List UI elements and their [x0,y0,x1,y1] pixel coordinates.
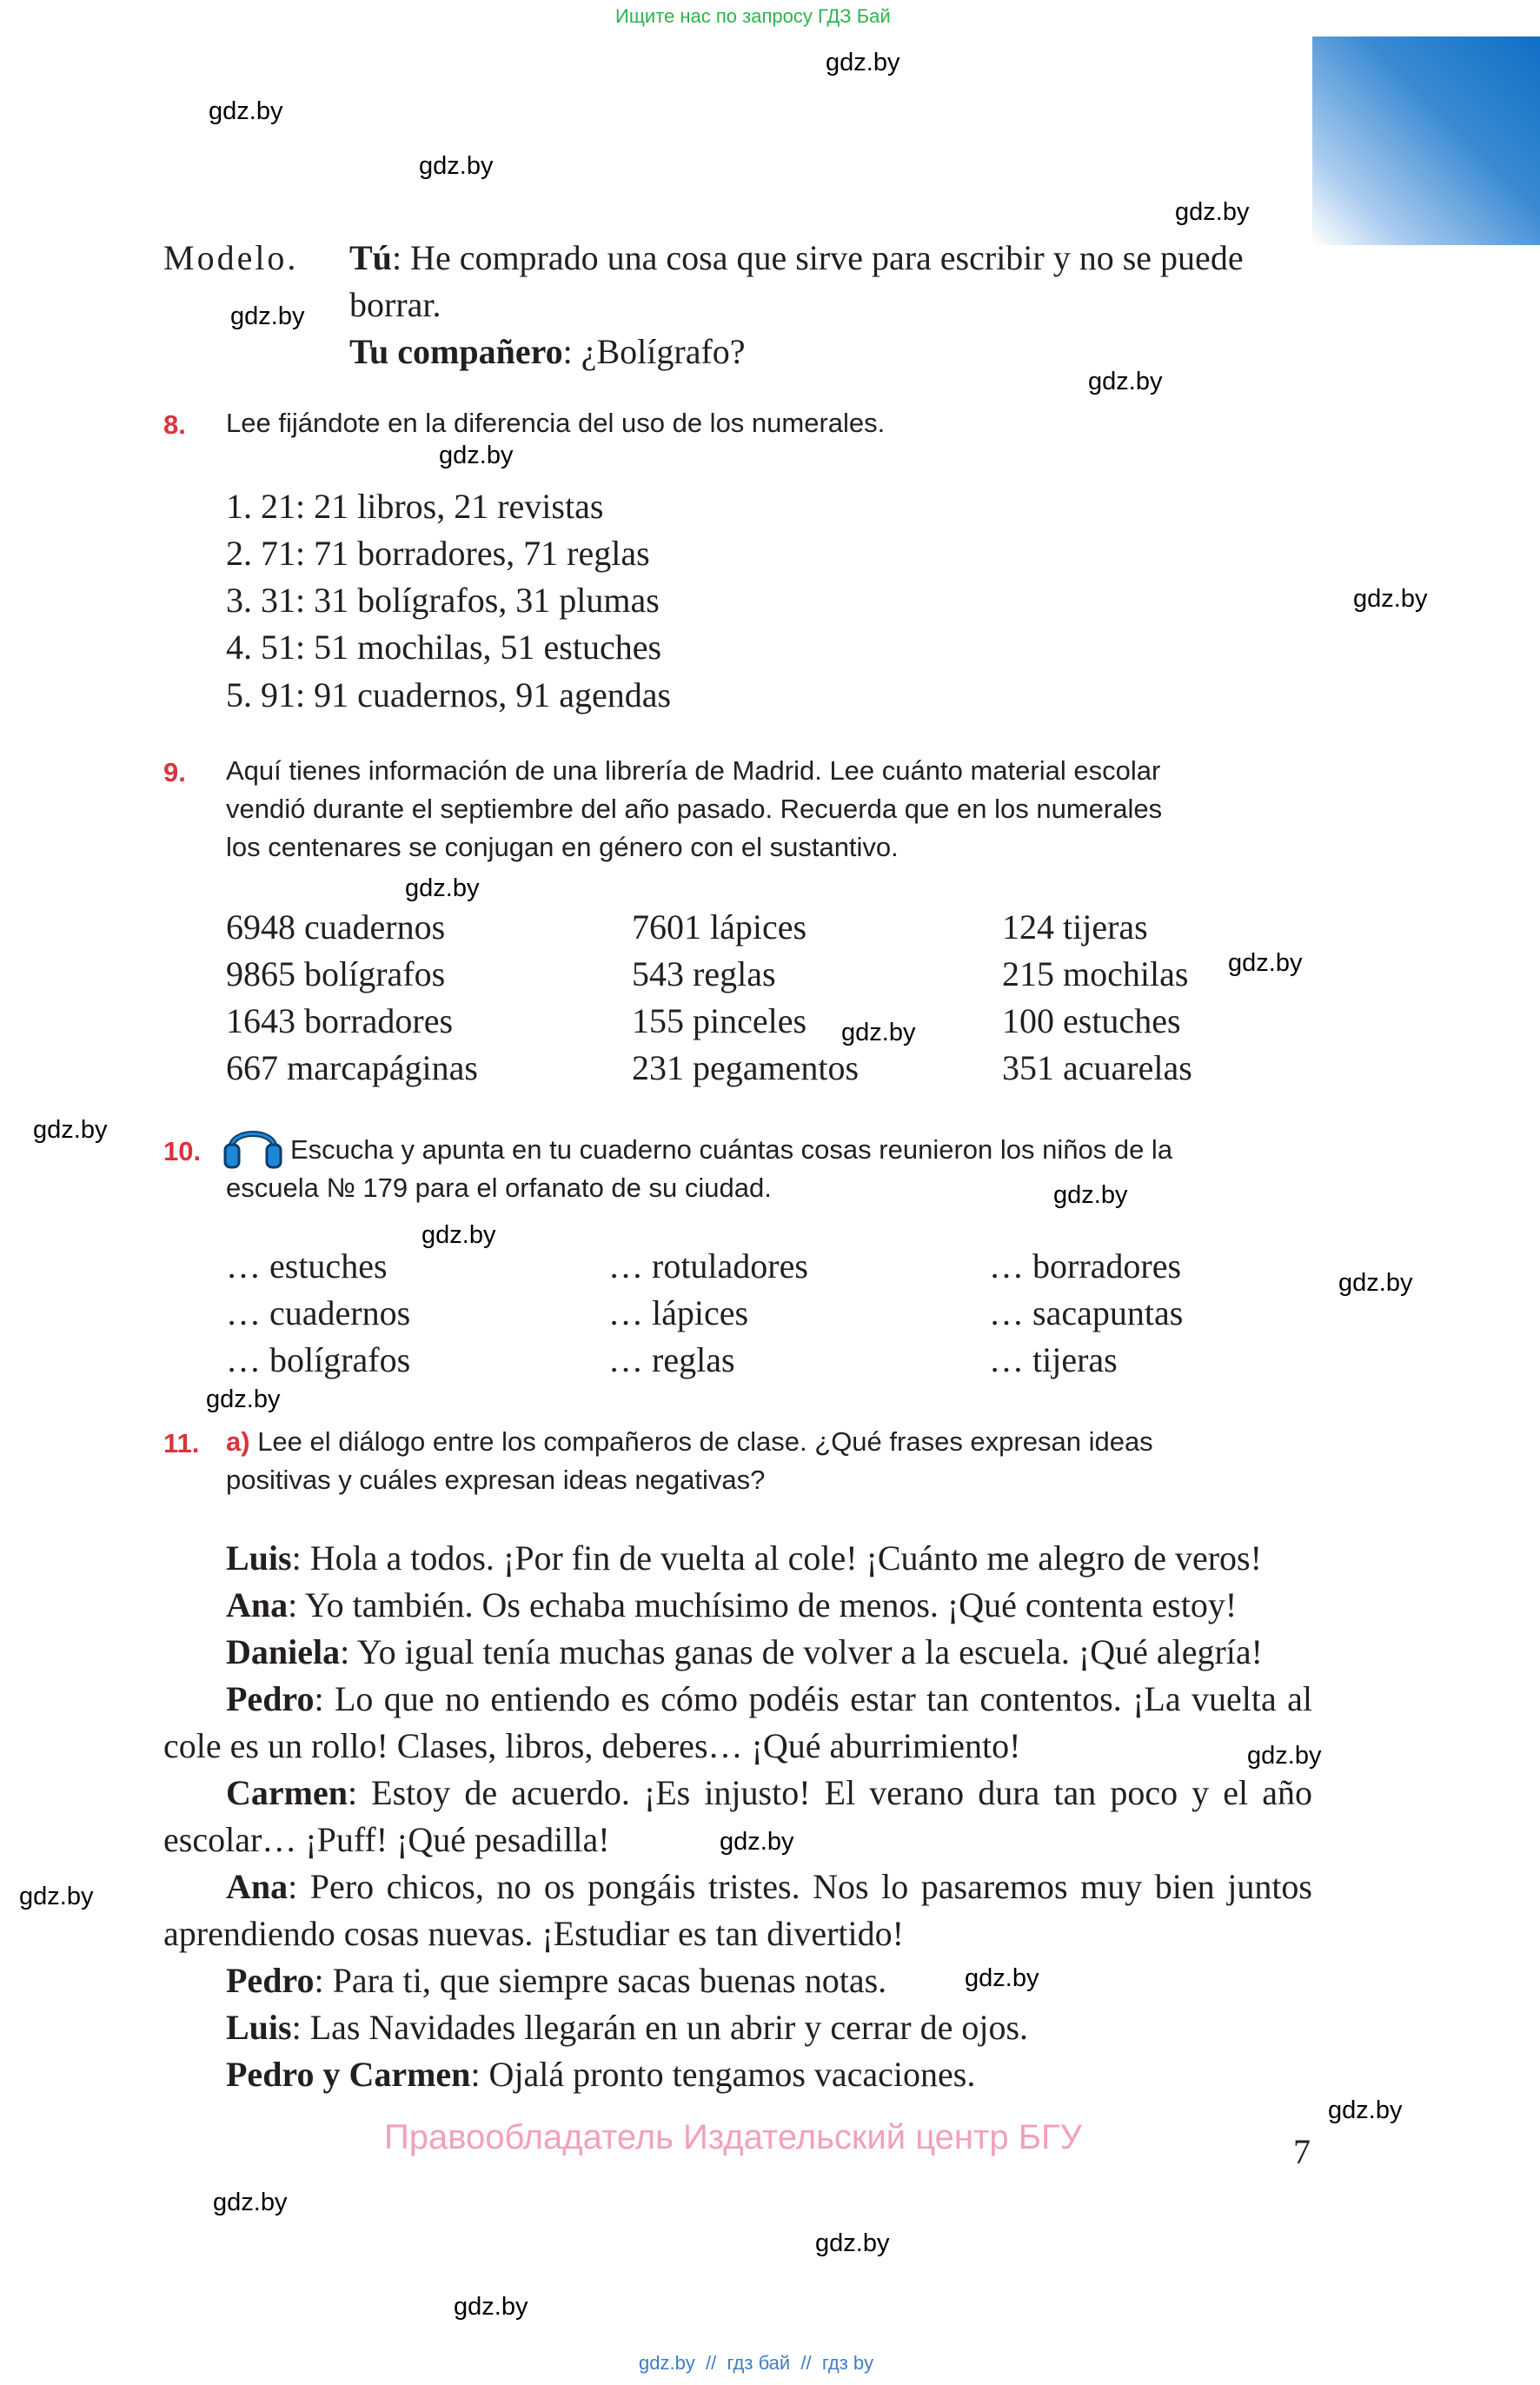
watermark: gdz.by [213,2189,288,2216]
dialogue-line [163,1770,1312,1863]
dialogue-line [163,1629,1312,1676]
watermark: gdz.by [419,152,494,180]
model-line-2-text: : ¿Bolígrafo? [562,332,746,371]
watermark: gdz.by [206,1385,281,1413]
list-item: 2. 71: 71 borradores, 71 reglas [226,534,650,573]
watermark: gdz.by [1088,368,1163,395]
list-item: 6948 cuadernos [226,907,446,947]
task-number: 10. [163,1136,202,1166]
list-item: 9865 bolígrafos [226,954,446,993]
model-speaker-2: Tu compañero [349,332,563,371]
bottom-links[interactable]: gdz.by // гдз бай // гдз by [639,2352,874,2374]
watermark: gdz.by [841,1019,916,1046]
task-part-label: a) [226,1426,250,1457]
model-speaker-1: Tú [349,238,392,277]
model-label: Modelo. [163,238,299,277]
page-number: 7 [1293,2132,1311,2171]
list-item: … reglas [608,1340,735,1379]
speaker-name: Daniela [226,1632,341,1671]
speaker-name: Pedro y Carmen [226,2055,471,2094]
watermark: gdz.by [19,1883,94,1910]
dialogue-text: : Yo igual tenía muchas ganas de volver a la escuela. ¡Qué alegría! [340,1632,1263,1671]
dialogue-text: : Ojalá pronto tengamos vacaciones. [470,2055,976,2094]
dialogue-line [163,2051,1312,2098]
copyright-holder: Правообладатель Издательский центр БГУ [384,2118,1083,2156]
speaker-name: Ana [226,1867,289,1906]
task-instruction-line [226,1423,1153,1461]
dialogue-line [163,1582,1312,1629]
task-number: 9. [163,757,186,787]
dialogue-line [163,1863,1312,1957]
model-line-1-text: : He comprado una cosa que sirve para escribir y no se puede [391,238,1244,277]
dialogue-text: : Yo también. Os echaba muchísimo de menos. ¡Qué contenta estoy! [288,1585,1238,1624]
list-item: … borradores [989,1246,1182,1286]
watermark: gdz.by [439,442,514,469]
watermark: gdz.by [1353,585,1428,613]
watermark: gdz.by [1247,1742,1322,1770]
task-instruction-line: escuela № 179 para el orfanato de su ciudad. [226,1173,772,1203]
model-line-1 [349,235,1244,282]
list-item: … rotuladores [608,1246,808,1286]
dialogue-text: : Pero chicos, no os pongáis tristes. Nos lo pasaremos muy bien juntos aprendiendo cosas nuevas. ¡Estudiar es tan divertido! [163,1867,1312,1953]
dialogue-text: : Estoy de acuerdo. ¡Es injusto! El verano dura tan poco y el año escolar… ¡Puff! ¡Qué pesadilla! [163,1773,1312,1859]
task-number: 8. [163,409,186,440]
watermark: gdz.by [422,1221,496,1249]
watermark: gdz.by [1338,1269,1413,1297]
corner-decoration [1312,37,1540,245]
list-item: 1. 21: 21 libros, 21 revistas [226,487,604,526]
list-item: 100 estuches [1002,1001,1181,1040]
list-item: … tijeras [989,1340,1118,1379]
list-item: 215 mochilas [1002,954,1189,993]
speaker-name: Ana [226,1585,289,1624]
list-item: 3. 31: 31 bolígrafos, 31 plumas [226,581,660,620]
speaker-name: Pedro [226,1679,315,1718]
list-item: 7601 lápices [632,907,807,947]
dialogue-text: : Lo que no entiendo es cómo podéis estar tan contentos. ¡La vuelta al cole es un rollo! Clases, libros, deberes… ¡Qué aburrimiento! [163,1679,1312,1765]
list-item: 1643 borradores [226,1001,454,1040]
watermark: gdz.by [405,874,480,902]
task-instruction: Lee fijándote en la diferencia del uso de los numerales. [226,408,886,438]
dialogue-line [163,2004,1312,2051]
task-instruction-line: positivas y cuáles expresan ideas negativas? [226,1465,766,1495]
list-item: 231 pegamentos [632,1048,860,1087]
speaker-name: Pedro [226,1961,315,2000]
dialogue-line [163,1957,1312,2004]
watermark: gdz.by [1328,2096,1403,2124]
task-instruction-line: Aquí tienes información de una librería de Madrid. Lee cuánto material escolar [226,755,1161,786]
list-item: 155 pinceles [632,1001,807,1040]
dialogue-line [163,1676,1312,1770]
list-item: 124 tijeras [1002,907,1148,947]
watermark: gdz.by [826,49,900,76]
dialogue-line [163,1535,1312,1582]
list-item: 4. 51: 51 mochilas, 51 estuches [226,628,662,667]
dialogue-text: : Para ti, que siempre sacas buenas notas. [314,1961,887,2000]
model-line-2 [349,329,746,375]
list-item: … bolígrafos [226,1340,411,1379]
watermark: gdz.by [209,97,283,125]
dialogue-text: : Hola a todos. ¡Por fin de vuelta al cole! ¡Cuánto me alegro de veros! [291,1538,1262,1578]
watermark: gdz.by [965,1964,1039,1992]
dialogue [163,1535,1312,2098]
list-item: … sacapuntas [989,1293,1184,1332]
watermark: gdz.by [720,1828,794,1856]
list-item: 5. 91: 91 cuadernos, 91 agendas [226,675,672,714]
watermark: gdz.by [230,302,305,330]
speaker-name: Luis [226,1538,292,1578]
search-hint-link[interactable]: Ищите нас по запросу ГДЗ Бай [615,5,891,27]
list-item: … estuches [226,1246,388,1286]
watermark: gdz.by [33,1116,108,1144]
speaker-name: Carmen [226,1773,348,1812]
list-item: … lápices [608,1293,749,1332]
watermark: gdz.by [1228,949,1303,977]
watermark: gdz.by [1175,198,1250,226]
headphones-icon [222,1117,283,1171]
task-instruction-line: vendió durante el septiembre del año pasado. Recuerda que en los numerales [226,794,1163,824]
list-item: 667 marcapáginas [226,1048,478,1087]
list-item: 543 reglas [632,954,776,993]
list-item: … cuadernos [226,1293,411,1332]
watermark: gdz.by [454,2293,528,2321]
task-instruction-line: los centenares se conjugan en género con el sustantivo. [226,832,899,862]
watermark: gdz.by [1053,1181,1128,1209]
task-instruction-line: Escucha y apunta en tu cuaderno cuántas cosas reunieron los niños de la [290,1134,1173,1165]
list-item: 351 acuarelas [1002,1048,1192,1087]
watermark: gdz.by [815,2229,890,2257]
task-instruction-text: Lee el diálogo entre los compañeros de clase. ¿Qué frases expresan ideas [249,1426,1153,1457]
speaker-name: Luis [226,2008,292,2047]
dialogue-text: : Las Navidades llegarán en un abrir y cerrar de ojos. [291,2008,1029,2047]
task-number: 11. [163,1428,200,1458]
model-line-1b: borrar. [349,285,441,324]
